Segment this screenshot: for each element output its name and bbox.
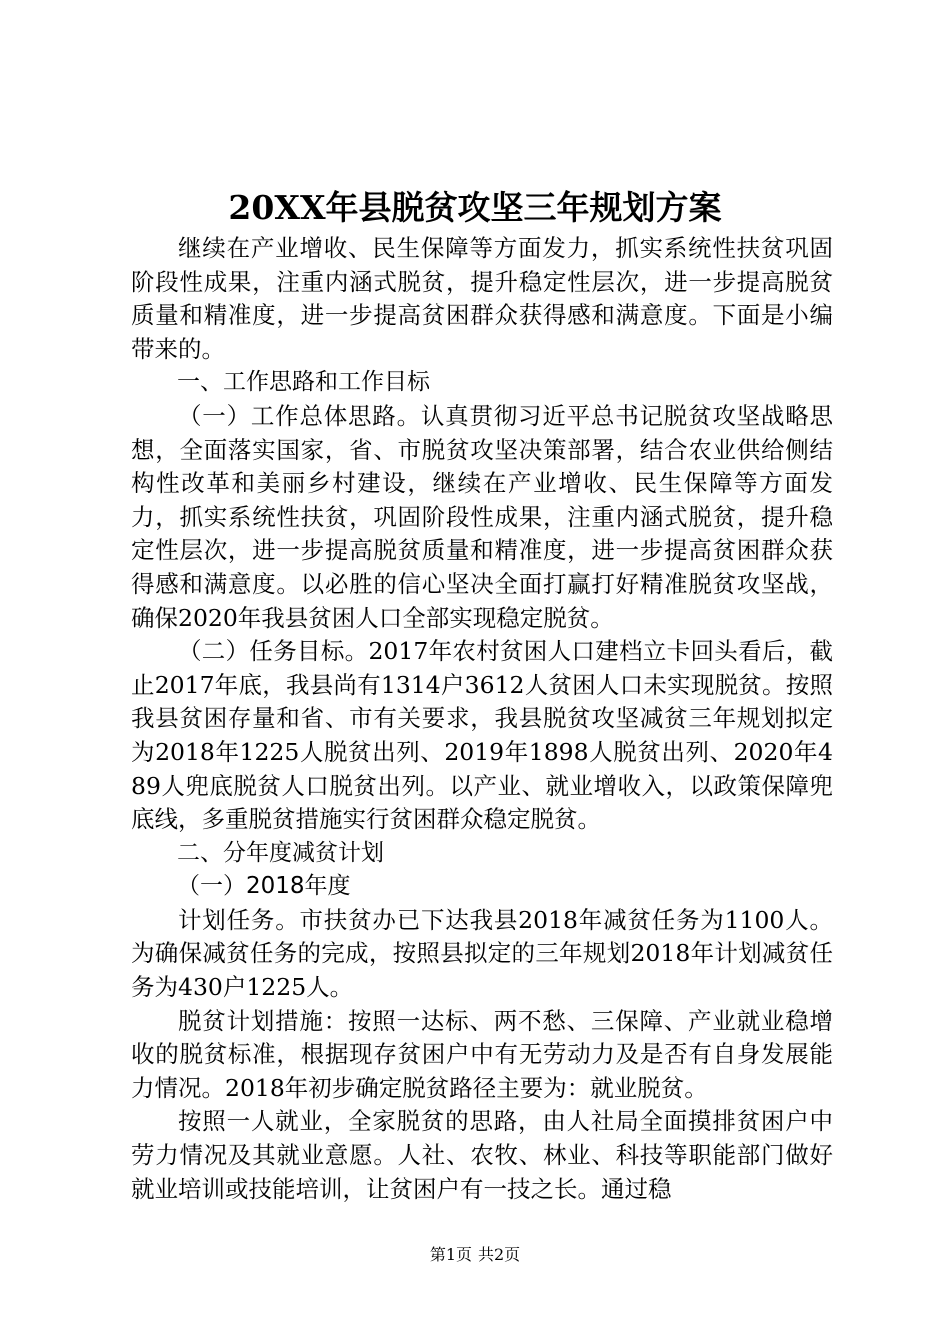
document-body <box>131 232 833 1206</box>
paragraph-overall-approach <box>131 400 833 635</box>
overall-approach-text: 认真贯彻习近平总书记脱贫攻坚战略思想，全面落实国家，省、市脱贫攻坚决策部署，结合农业供给侧结构性改革和美丽乡村建设，继续在产业增收、民生保障等方面发力，抓实系统性扶贫，巩固阶段性成果，注重内涵式脱贫，提升稳定性层次，进一步提高脱贫质量和精准度，进一步提高贫困群众获得感和满意度。以必胜的信心坚决全面打赢打好精准脱贫攻坚战，确保2020年我县贫困人口全部实现稳定脱贫。 <box>131 401 834 632</box>
paragraph-plan-measures: 脱贫计划措施：按照一达标、两不愁、三保障、产业就业稳增收的脱贫标准，根据现存贫困户中有无劳动力及是否有自身发展能力情况。2018年初步确定脱贫路径主要为：就业脱贫。 <box>131 1006 833 1102</box>
subheading-task-goals: （二）任务目标。 <box>178 637 369 666</box>
subheading-2018: （一）2018年度 <box>177 873 351 900</box>
page-number: 第1页 <box>429 1245 472 1264</box>
task-goals-text: 2017年农村贫困人口建档立卡回头看后，截止2017年底，我县尚有1314户3612人贫困人口未实现脱贫。按照我县贫困存量和省、市有关要求，我县脱贫攻坚减贫三年规划拟定为2018年1225人脱贫出列、2019年1898人脱贫出列、2020年489人兜底脱贫人口脱贫出列。以产业、就业增收入，以政策保障兜底线，多重脱贫措施实行贫困群众稳定脱贫。 <box>131 637 834 834</box>
section-heading-1: 一、工作思路和工作目标 <box>177 369 430 396</box>
subheading-overall-approach: （一）工作总体思路。 <box>178 401 421 430</box>
paragraph-plan-task: 计划任务。市扶贫办已下达我县2018年减贫任务为1100人。为确保减贫任务的完成，按照县拟定的三年规划2018年计划减贫任务为430户1225人。 <box>131 905 833 1002</box>
page-footer <box>0 1245 950 1265</box>
paragraph-employment: 按照一人就业，全家脱贫的思路，由人社局全面摸排贫困户中劳力情况及其就业意愿。人社、农牧、林业、科技等职能部门做好就业培训或技能培训，让贫困户有一技之长。通过稳 <box>131 1107 833 1203</box>
intro-paragraph: 继续在产业增收、民生保障等方面发力，抓实系统性扶贫巩固阶段性成果，注重内涵式脱贫，提升稳定性层次，进一步提高脱贫质量和精准度，进一步提高贫困群众获得感和满意度。下面是小编带来的。 <box>131 234 833 363</box>
section-heading-2: 二、分年度减贫计划 <box>177 839 384 866</box>
page-total: 共2页 <box>478 1245 521 1264</box>
document-title: 20XX年县脱贫攻坚三年规划方案 <box>228 188 722 227</box>
paragraph-task-goals <box>131 635 833 837</box>
